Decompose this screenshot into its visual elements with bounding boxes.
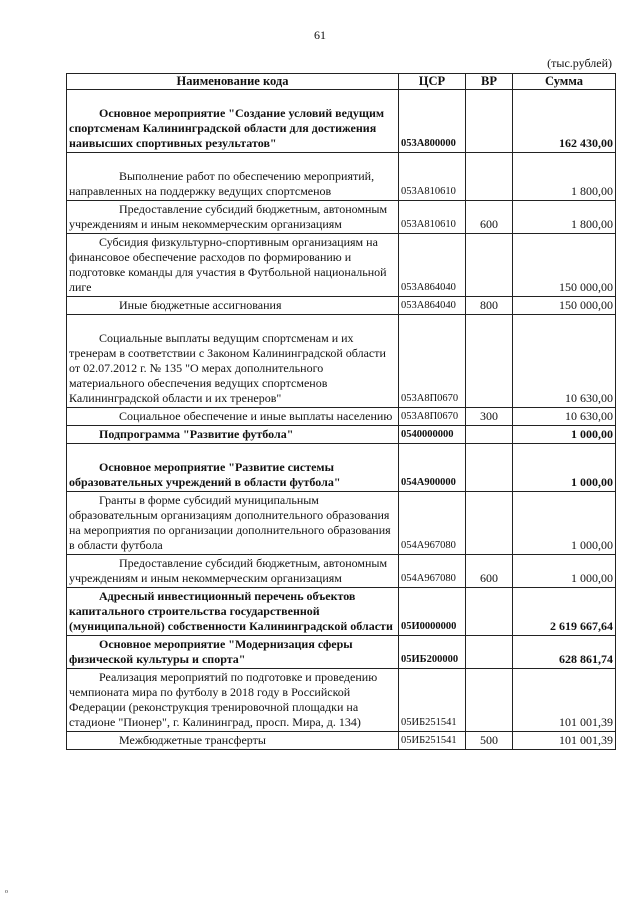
table-row bbox=[67, 636, 616, 669]
row-name: Основное мероприятие "Модернизация сферы физической культуры и спорта" bbox=[67, 636, 399, 669]
row-name: Предоставление субсидий бюджетным, автономным учреждениям и иным некоммерческим организациям bbox=[67, 555, 399, 588]
row-vr-code: 500 bbox=[466, 732, 513, 750]
table-header-row bbox=[67, 74, 616, 90]
row-name: Гранты в форме субсидий муниципальным образовательным организациям дополнительного образования на мероприятия по организации дополнительного образования в области футбола bbox=[67, 492, 399, 555]
row-vr-code bbox=[466, 90, 513, 153]
row-csr-code: 053А8П0670 bbox=[399, 408, 466, 426]
row-name: Иные бюджетные ассигнования bbox=[67, 297, 399, 315]
row-csr-code: 053А800000 bbox=[399, 90, 466, 153]
row-csr-code: 054А967080 bbox=[399, 555, 466, 588]
row-csr-code: 054А967080 bbox=[399, 492, 466, 555]
row-csr-code: 053А810610 bbox=[399, 201, 466, 234]
row-name: Социальные выплаты ведущим спортсменам и их тренерам в соответствии с Законом Калининградской области от 02.07.2012 г. № 135 "О мерах дополнительного материального обеспечения ведущих спортсменов Калининградской области и их тренеров" bbox=[67, 315, 399, 408]
row-csr-code: 05ИБ251541 bbox=[399, 732, 466, 750]
row-csr-code: 054А900000 bbox=[399, 444, 466, 492]
header-name: Наименование кода bbox=[67, 74, 399, 90]
table-row bbox=[67, 153, 616, 201]
table-row bbox=[67, 732, 616, 750]
row-amount: 1 800,00 bbox=[513, 201, 616, 234]
row-csr-code: 053А810610 bbox=[399, 153, 466, 201]
table-row bbox=[67, 426, 616, 444]
row-amount: 2 619 667,64 bbox=[513, 588, 616, 636]
row-amount: 1 000,00 bbox=[513, 426, 616, 444]
row-amount: 150 000,00 bbox=[513, 297, 616, 315]
row-name: Основное мероприятие "Развитие системы образовательных учреждений в области футбола" bbox=[67, 444, 399, 492]
row-csr-code: 053А864040 bbox=[399, 297, 466, 315]
table-row bbox=[67, 555, 616, 588]
row-amount: 101 001,39 bbox=[513, 669, 616, 732]
margin-mark: ₒ bbox=[5, 884, 8, 895]
table-row bbox=[67, 408, 616, 426]
row-name: Социальное обеспечение и иные выплаты населению bbox=[67, 408, 399, 426]
table-row bbox=[67, 201, 616, 234]
row-csr-code: 053А8П0670 bbox=[399, 315, 466, 408]
row-vr-code bbox=[466, 444, 513, 492]
table-row bbox=[67, 588, 616, 636]
table-row bbox=[67, 444, 616, 492]
header-csr: ЦСР bbox=[399, 74, 466, 90]
row-amount: 1 000,00 bbox=[513, 555, 616, 588]
row-vr-code bbox=[466, 669, 513, 732]
table-row bbox=[67, 492, 616, 555]
row-name: Субсидия физкультурно-спортивным организациям на финансовое обеспечение расходов по формированию и подготовке команды для участия в Футбольной национальной лиге bbox=[67, 234, 399, 297]
row-csr-code: 05ИБ200000 bbox=[399, 636, 466, 669]
header-vr: ВР bbox=[466, 74, 513, 90]
row-amount: 101 001,39 bbox=[513, 732, 616, 750]
row-vr-code bbox=[466, 636, 513, 669]
row-vr-code: 600 bbox=[466, 555, 513, 588]
row-vr-code bbox=[466, 315, 513, 408]
row-name: Предоставление субсидий бюджетным, автономным учреждениям и иным некоммерческим организациям bbox=[67, 201, 399, 234]
units-label: (тыс.рублей) bbox=[547, 56, 612, 70]
table-row bbox=[67, 234, 616, 297]
table-row bbox=[67, 669, 616, 732]
header-sum: Сумма bbox=[513, 74, 616, 90]
table-row bbox=[67, 90, 616, 153]
table-row bbox=[67, 297, 616, 315]
row-vr-code: 800 bbox=[466, 297, 513, 315]
table-body bbox=[67, 90, 616, 750]
row-vr-code bbox=[466, 492, 513, 555]
row-amount: 628 861,74 bbox=[513, 636, 616, 669]
row-name: Межбюджетные трансферты bbox=[67, 732, 399, 750]
row-vr-code bbox=[466, 234, 513, 297]
row-csr-code: 053А864040 bbox=[399, 234, 466, 297]
budget-table bbox=[66, 73, 616, 750]
row-vr-code bbox=[466, 426, 513, 444]
row-amount: 162 430,00 bbox=[513, 90, 616, 153]
table-row bbox=[67, 315, 616, 408]
row-amount: 1 800,00 bbox=[513, 153, 616, 201]
row-amount: 1 000,00 bbox=[513, 444, 616, 492]
row-csr-code: 05ИБ251541 bbox=[399, 669, 466, 732]
row-amount: 10 630,00 bbox=[513, 315, 616, 408]
row-amount: 10 630,00 bbox=[513, 408, 616, 426]
row-name: Реализация мероприятий по подготовке и проведению чемпионата мира по футболу в 2018 году в Российской Федерации (реконструкция тренировочной площадки на стадионе "Пионер", г. Калининград, просп. Мира, д. 134) bbox=[67, 669, 399, 732]
row-vr-code bbox=[466, 588, 513, 636]
row-amount: 150 000,00 bbox=[513, 234, 616, 297]
row-csr-code: 05И0000000 bbox=[399, 588, 466, 636]
page-number: 61 bbox=[314, 28, 326, 42]
row-vr-code: 300 bbox=[466, 408, 513, 426]
row-vr-code bbox=[466, 153, 513, 201]
row-name: Адресный инвестиционный перечень объектов капитального строительства государственной (муниципальной) собственности Калининградской области bbox=[67, 588, 399, 636]
row-vr-code: 600 bbox=[466, 201, 513, 234]
row-amount: 1 000,00 bbox=[513, 492, 616, 555]
row-name: Выполнение работ по обеспечению мероприятий, направленных на поддержку ведущих спортсменов bbox=[67, 153, 399, 201]
row-name: Основное мероприятие "Создание условий ведущим спортсменам Калининградской области для достижения наивысших спортивных результатов" bbox=[67, 90, 399, 153]
row-csr-code: 0540000000 bbox=[399, 426, 466, 444]
row-name: Подпрограмма "Развитие футбола" bbox=[67, 426, 399, 444]
